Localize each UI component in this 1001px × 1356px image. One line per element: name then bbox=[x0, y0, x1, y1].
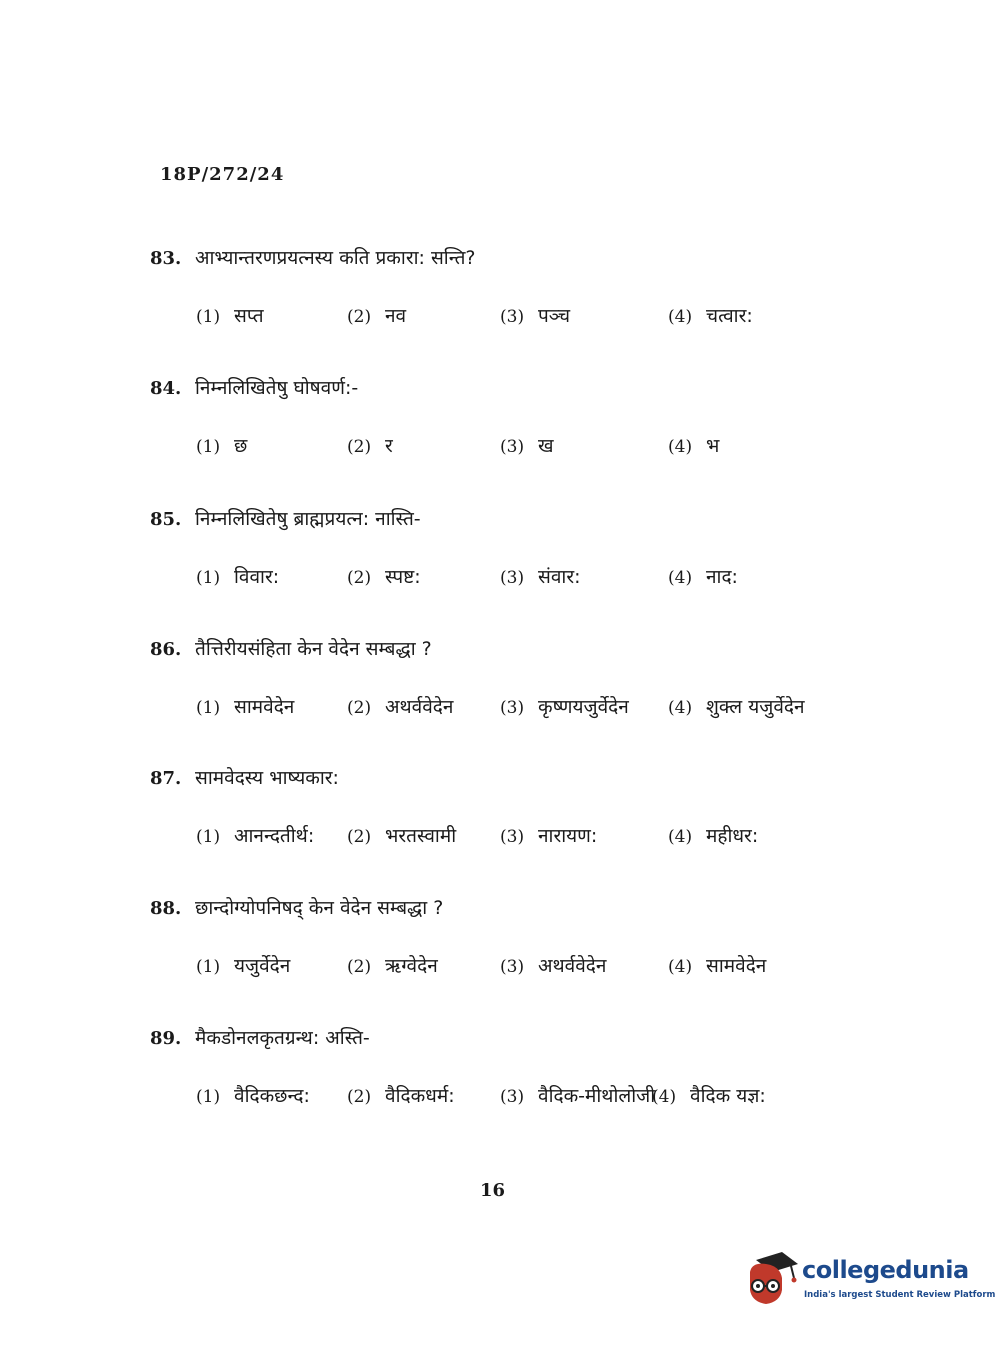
option-text: भरतस्वामी bbox=[385, 825, 457, 847]
option-2 bbox=[347, 952, 438, 978]
question-86 bbox=[150, 635, 930, 725]
logo-name: collegedunia bbox=[802, 1256, 969, 1284]
option-number: (3) bbox=[500, 957, 525, 977]
option-3 bbox=[500, 1082, 655, 1108]
option-3 bbox=[500, 952, 606, 978]
option-number: (2) bbox=[347, 1087, 372, 1107]
question-number: 84. bbox=[150, 378, 182, 399]
question-number: 88. bbox=[150, 898, 182, 919]
option-number: (1) bbox=[196, 698, 221, 718]
option-text: शुक्ल यजुर्वेदेन bbox=[706, 696, 805, 718]
question-number: 89. bbox=[150, 1028, 182, 1049]
question-text: निम्नलिखितेषु घोषवर्ण:- bbox=[195, 377, 359, 399]
option-2 bbox=[347, 693, 453, 719]
option-2 bbox=[347, 302, 406, 328]
option-text: पञ्च bbox=[538, 305, 571, 327]
option-text: छ bbox=[234, 435, 248, 457]
option-2 bbox=[347, 563, 421, 589]
option-text: सामवेदेन bbox=[706, 955, 767, 977]
option-number: (2) bbox=[347, 437, 372, 457]
option-number: (1) bbox=[196, 437, 221, 457]
options-row bbox=[150, 822, 930, 854]
option-1 bbox=[196, 952, 290, 978]
option-number: (2) bbox=[347, 568, 372, 588]
option-3 bbox=[500, 822, 597, 848]
options-row bbox=[150, 952, 930, 984]
option-text: कृष्णयजुर्वेदेन bbox=[538, 696, 629, 718]
option-number: (3) bbox=[500, 827, 525, 847]
option-number: (2) bbox=[347, 827, 372, 847]
option-2 bbox=[347, 822, 456, 848]
options-row bbox=[150, 563, 930, 595]
question-number: 87. bbox=[150, 768, 182, 789]
option-text: चत्वार: bbox=[706, 305, 753, 327]
options-row bbox=[150, 432, 930, 464]
option-3 bbox=[500, 302, 570, 328]
option-number: (4) bbox=[668, 307, 693, 327]
question-number: 85. bbox=[150, 509, 182, 530]
option-1 bbox=[196, 693, 294, 719]
option-1 bbox=[196, 302, 264, 328]
option-number: (2) bbox=[347, 698, 372, 718]
option-4 bbox=[668, 432, 719, 458]
option-number: (4) bbox=[668, 568, 693, 588]
option-number: (4) bbox=[652, 1087, 677, 1107]
option-number: (3) bbox=[500, 568, 525, 588]
page-number: 16 bbox=[480, 1180, 506, 1201]
logo-tagline: India's largest Student Review Platform bbox=[804, 1290, 996, 1300]
option-text: सामवेदेन bbox=[234, 696, 295, 718]
option-number: (1) bbox=[196, 957, 221, 977]
option-4 bbox=[668, 822, 758, 848]
question-84 bbox=[150, 374, 930, 464]
question-text: छान्दोग्योपनिषद् केन वेदेन सम्बद्धा ? bbox=[195, 897, 444, 919]
option-text: वैदिकधर्म: bbox=[385, 1085, 455, 1107]
option-text: वैदिक यज्ञ: bbox=[690, 1085, 766, 1107]
option-text: यजुर्वेदेन bbox=[234, 955, 291, 977]
option-text: आनन्दतीर्थ: bbox=[234, 825, 315, 847]
option-4 bbox=[668, 563, 738, 589]
options-row bbox=[150, 693, 930, 725]
option-number: (4) bbox=[668, 698, 693, 718]
option-number: (2) bbox=[347, 307, 372, 327]
option-3 bbox=[500, 432, 554, 458]
mascot-icon bbox=[742, 1250, 798, 1308]
option-text: अथर्ववेदेन bbox=[385, 696, 454, 718]
option-number: (1) bbox=[196, 827, 221, 847]
option-number: (1) bbox=[196, 1087, 221, 1107]
option-text: नारायण: bbox=[538, 825, 598, 847]
option-text: वैदिकछन्द: bbox=[234, 1085, 310, 1107]
option-text: संवार: bbox=[538, 566, 581, 588]
option-number: (4) bbox=[668, 827, 693, 847]
option-text: ऋग्वेदेन bbox=[385, 955, 438, 977]
option-number: (3) bbox=[500, 437, 525, 457]
option-number: (3) bbox=[500, 698, 525, 718]
options-row bbox=[150, 302, 930, 334]
question-89 bbox=[150, 1024, 930, 1114]
question-85 bbox=[150, 505, 930, 595]
option-text: महीधर: bbox=[706, 825, 759, 847]
option-number: (1) bbox=[196, 568, 221, 588]
question-text: सामवेदस्य भाष्यकार: bbox=[195, 767, 339, 789]
option-text: स्पष्ट: bbox=[385, 566, 421, 588]
paper-code: 18P/272/24 bbox=[160, 164, 285, 185]
option-number: (3) bbox=[500, 307, 525, 327]
options-row bbox=[150, 1082, 930, 1114]
option-3 bbox=[500, 563, 581, 589]
option-2 bbox=[347, 1082, 455, 1108]
question-88 bbox=[150, 894, 930, 984]
question-text: मैकडोनलकृतग्रन्थ: अस्ति- bbox=[195, 1027, 370, 1049]
option-number: (1) bbox=[196, 307, 221, 327]
option-4 bbox=[668, 952, 766, 978]
option-text: ख bbox=[538, 435, 554, 457]
option-1 bbox=[196, 1082, 310, 1108]
question-number: 83. bbox=[150, 248, 182, 269]
option-4 bbox=[668, 302, 753, 328]
option-2 bbox=[347, 432, 393, 458]
option-number: (4) bbox=[668, 437, 693, 457]
option-4 bbox=[652, 1082, 766, 1108]
option-text: र bbox=[385, 435, 393, 457]
option-number: (3) bbox=[500, 1087, 525, 1107]
option-1 bbox=[196, 432, 247, 458]
option-text: सप्त bbox=[234, 305, 264, 327]
question-text: आभ्यान्तरणप्रयत्नस्य कति प्रकारा: सन्ति? bbox=[195, 247, 476, 269]
question-83 bbox=[150, 244, 930, 334]
option-1 bbox=[196, 822, 314, 848]
question-number: 86. bbox=[150, 639, 182, 660]
option-text: वैदिक-मीथोलोजी bbox=[538, 1085, 656, 1107]
option-text: भ bbox=[706, 435, 720, 457]
option-4 bbox=[668, 693, 805, 719]
question-text: निम्नलिखितेषु ब्राह्मप्रयत्न: नास्ति- bbox=[195, 508, 421, 530]
option-text: नव bbox=[385, 305, 407, 327]
option-3 bbox=[500, 693, 629, 719]
option-1 bbox=[196, 563, 279, 589]
option-number: (2) bbox=[347, 957, 372, 977]
option-text: नाद: bbox=[706, 566, 738, 588]
question-87 bbox=[150, 764, 930, 854]
option-text: विवार: bbox=[234, 566, 280, 588]
collegedunia-logo[interactable] bbox=[742, 1250, 996, 1310]
question-text: तैत्तिरीयसंहिता केन वेदेन सम्बद्धा ? bbox=[195, 638, 432, 660]
option-number: (4) bbox=[668, 957, 693, 977]
option-text: अथर्ववेदेन bbox=[538, 955, 607, 977]
